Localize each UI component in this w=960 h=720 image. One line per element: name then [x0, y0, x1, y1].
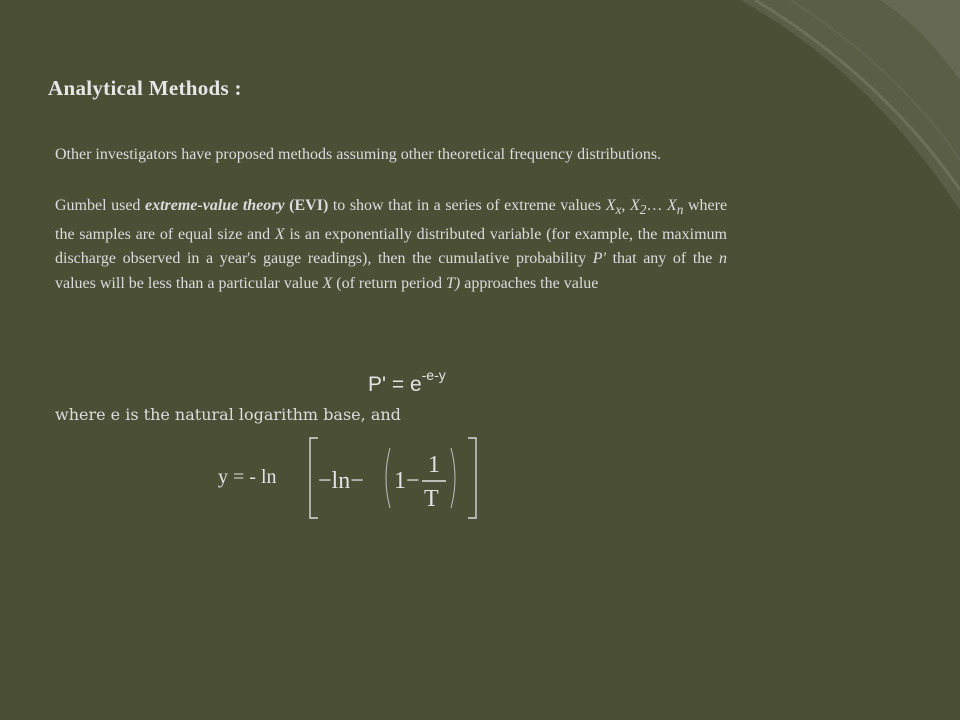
text-run: approaches the value — [460, 274, 599, 292]
one-minus-text: 1− — [394, 468, 420, 494]
right-square-bracket — [468, 438, 476, 518]
left-paren — [386, 448, 390, 508]
var-n: n — [719, 250, 727, 268]
right-paren — [451, 448, 455, 508]
var-t: T) — [445, 274, 461, 292]
var-x: X — [605, 197, 616, 214]
text-run: to show that in a series of extreme values — [328, 197, 606, 214]
text-run: values will be less than a particular value — [55, 274, 323, 292]
text-run: that any of the — [605, 250, 719, 268]
formula-exponent: -e-y — [421, 367, 446, 383]
fraction-denominator: T — [424, 486, 439, 512]
text-run: Gumbel used — [55, 197, 145, 214]
formula-base: P' = e — [368, 373, 422, 396]
y-formula-expression — [298, 432, 488, 524]
slide-title: Analytical Methods : — [48, 76, 242, 100]
neg-ln-text: −ln− — [318, 468, 364, 494]
where-text: where e is the natural logarithm base, and — [55, 405, 401, 424]
text-run: is an exponentially distributed variable (for example, the maximum discharge observed in a year's gauge readings), then the cumulative probability — [55, 225, 727, 268]
emphasis-evi: (EVI) — [289, 197, 329, 214]
fraction-numerator: 1 — [428, 452, 440, 478]
sub-n: n — [676, 202, 684, 218]
var-x3: X — [274, 225, 285, 243]
text-run: where the samples are of equal size and — [55, 197, 728, 243]
intro-paragraph: Other investigators have proposed methods assuming other theoretical frequency distributions. — [55, 146, 662, 163]
var-x2: X — [629, 197, 640, 214]
sub-x: x — [615, 202, 622, 218]
text-run: (of return period — [332, 274, 446, 292]
emphasis-evt: extreme-value theory — [144, 197, 285, 214]
gumbel-paragraph — [55, 194, 727, 296]
probability-formula — [368, 367, 446, 397]
var-x4: X — [322, 274, 333, 292]
y-formula-label: y = - ln — [218, 466, 277, 488]
text-run: … — [646, 197, 667, 214]
sub-2: 2 — [639, 202, 647, 218]
var-p: P' — [592, 250, 606, 268]
text-run: , — [621, 197, 630, 214]
var-xn: X — [666, 197, 677, 214]
left-square-bracket — [310, 438, 318, 518]
